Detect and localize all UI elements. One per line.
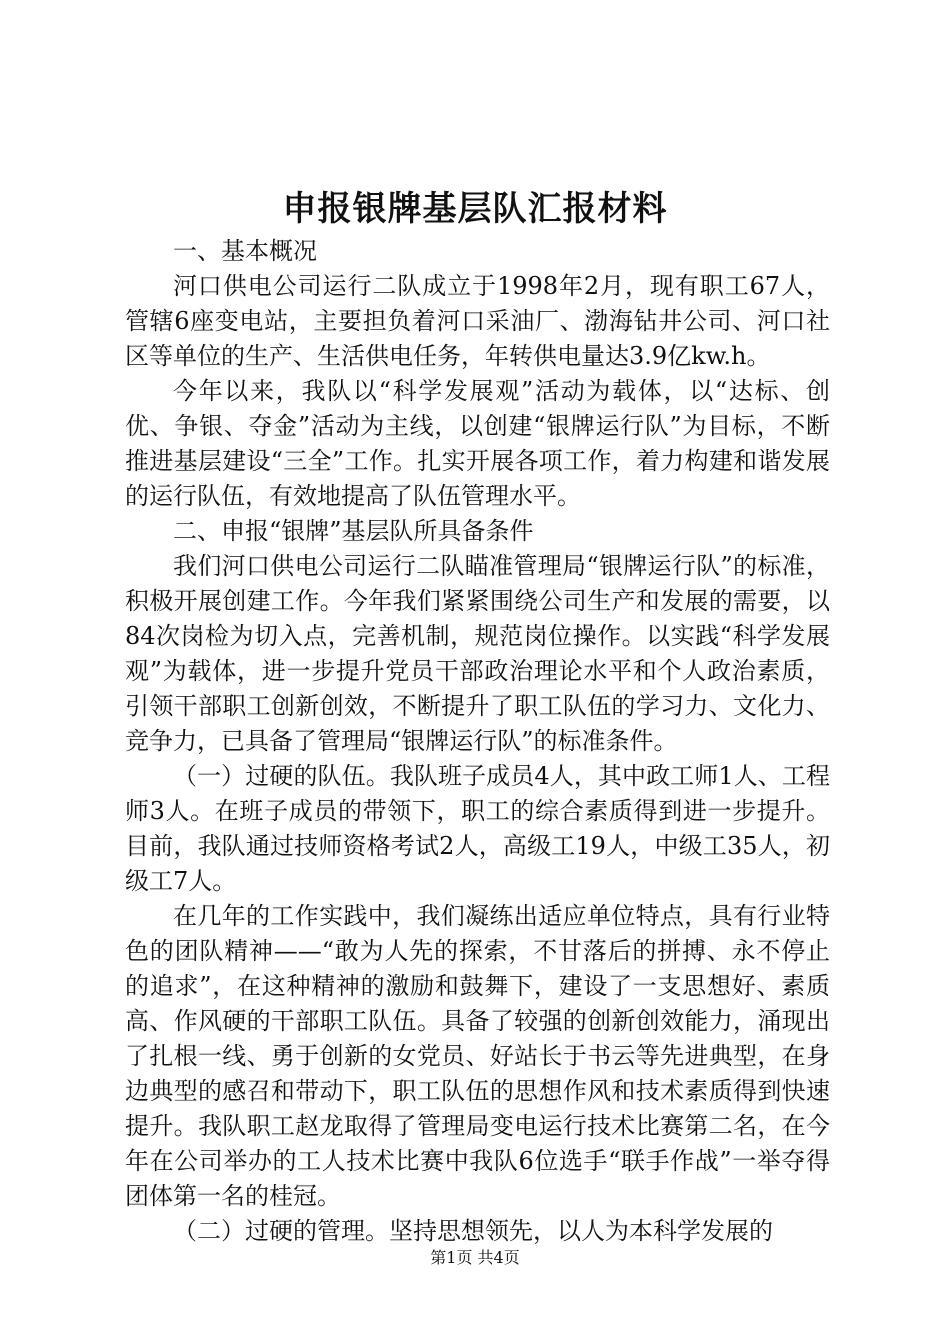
document-body — [125, 234, 830, 1249]
section-heading-conditions: 二、申报“银牌”基层队所具备条件 — [173, 517, 534, 545]
document-title: 申报银牌基层队汇报材料 — [282, 189, 668, 229]
paragraph-solid-management: （二）过硬的管理。坚持思想领先，以人为本科学发展的 — [173, 1217, 773, 1245]
section-heading-basic-overview: 一、基本概况 — [173, 237, 317, 265]
paragraph-this-year-work: 今年以来，我队以“科学发展观”活动为载体，以“达标、创优、争银、夺金”活动为主线，以创建“银牌运行队”为目标，不断推进基层建设“三全”工作。扎实开展各项工作，着力构建和谐发展的运行队伍，有效地提高了队伍管理水平。 — [125, 377, 830, 510]
page-number-footer: 第1页 共4页 — [430, 1248, 520, 1267]
paragraph-team-spirit: 在几年的工作实践中，我们凝练出适应单位特点，具有行业特色的团队精神——“敢为人先的探索，不甘落后的拼搏、永不停止的追求”，在这种精神的激励和鼓舞下，建设了一支思想好、素质高、作风硬的干部职工队伍。具备了较强的创新创效能力，涌现出了扎根一线、勇于创新的女党员、好站长于书云等先进典型，在身边典型的感召和带动下，职工队伍的思想作风和技术素质得到快速提升。我队职工赵龙取得了管理局变电运行技术比赛第二名，在今年在公司举办的工人技术比赛中我队6位选手“联手作战”一举夺得团体第一名的桂冠。 — [125, 902, 830, 1210]
paragraph-standards: 我们河口供电公司运行二队瞄准管理局“银牌运行队”的标准，积极开展创建工作。今年我们紧紧围绕公司生产和发展的需要，以84次岗检为切入点，完善机制，规范岗位操作。以实践“科学发展观”为载体，进一步提升党员干部政治理论水平和个人政治素质，引领干部职工创新创效，不断提升了职工队伍的学习力、文化力、竞争力，已具备了管理局“银牌运行队”的标准条件。 — [125, 552, 830, 755]
paragraph-team-introduction: 河口供电公司运行二队成立于1998年2月，现有职工67人，管辖6座变电站，主要担负着河口采油厂、渤海钻井公司、河口社区等单位的生产、生活供电任务，年转供电量达3.9亿kw.h。 — [125, 272, 830, 370]
paragraph-solid-team: （一）过硬的队伍。我队班子成员4人，其中政工师1人、工程师3人。在班子成员的带领下，职工的综合素质得到进一步提升。目前，我队通过技师资格考试2人，高级工19人，中级工35人，初级工7人。 — [125, 762, 830, 895]
